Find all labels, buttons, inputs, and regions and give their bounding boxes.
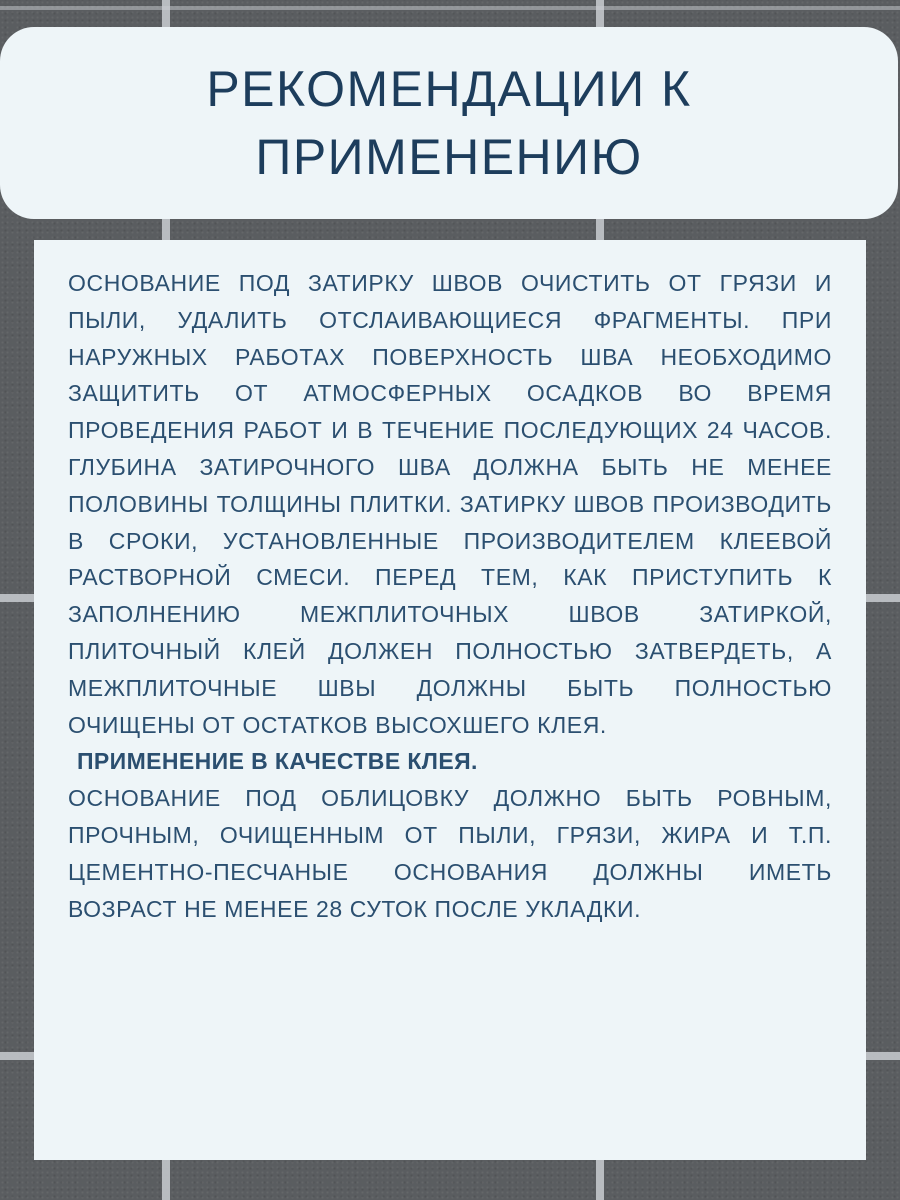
page-title-line-1: РЕКОМЕНДАЦИИ К [206,61,692,117]
section-heading: ПРИМЕНЕНИЕ В КАЧЕСТВЕ КЛЕЯ. [77,748,478,775]
instructions-paragraph: ОСНОВАНИЕ ПОД ЗАТИРКУ ШВОВ ОЧИСТИТЬ ОТ ГРЯЗИ И ПЫЛИ, УДАЛИТЬ ОТСЛАИВАЮЩИЕСЯ ФРАГМЕНТЫ. ПРИ НАРУЖНЫХ РАБОТАХ ПОВЕРХНОСТЬ ШВА НЕОБХОДИМО ЗАЩИТИТЬ ОТ АТМОСФЕРНЫХ ОСАДКОВ ВО ВРЕМЯ ПРОВЕДЕНИЯ РАБОТ И В ТЕЧЕНИЕ ПОСЛЕДУЮЩИХ 24 ЧАСОВ. ГЛУБИНА ЗАТИРОЧНОГО ШВА ДОЛЖНА БЫТЬ НЕ МЕНЕЕ ПОЛОВИНЫ ТОЛЩИНЫ ПЛИТКИ. ЗАТИРКУ ШВОВ ПРОИЗВОДИТЬ В СРОКИ, УСТАНОВЛЕННЫЕ ПРОИЗВОДИТЕЛЕМ КЛЕЕВОЙ РАСТВОРНОЙ СМЕСИ. ПЕРЕД ТЕМ, КАК ПРИСТУПИТЬ К ЗАПОЛНЕНИЮ МЕЖПЛИТОЧНЫХ ШВОВ ЗАТИРКОЙ, ПЛИТОЧНЫЙ КЛЕЙ ДОЛЖЕН ПОЛНОСТЬЮ ЗАТВЕРДЕТЬ, А МЕЖПЛИТОЧНЫЕ ШВЫ ДОЛЖНЫ БЫТЬ ПОЛНОСТЬЮ ОЧИЩЕНЫ ОТ ОСТАТКОВ ВЫСОХШЕГО КЛЕЯ. [68,270,832,738]
content-card [34,240,866,1160]
content-text [68,265,832,927]
page-title [40,55,858,191]
header-card [0,27,898,219]
page-title-line-2: ПРИМЕНЕНИЮ [255,129,643,185]
adhesive-paragraph: ОСНОВАНИЕ ПОД ОБЛИЦОВКУ ДОЛЖНО БЫТЬ РОВНЫМ, ПРОЧНЫМ, ОЧИЩЕННЫМ ОТ ПЫЛИ, ГРЯЗИ, ЖИРА И Т.П. ЦЕМЕНТНО-ПЕСЧАНЫЕ ОСНОВАНИЯ ДОЛЖНЫ ИМЕТЬ ВОЗРАСТ НЕ МЕНЕЕ 28 СУТОК ПОСЛЕ УКЛАДКИ. [68,785,832,922]
tile-grout-line [0,6,900,10]
